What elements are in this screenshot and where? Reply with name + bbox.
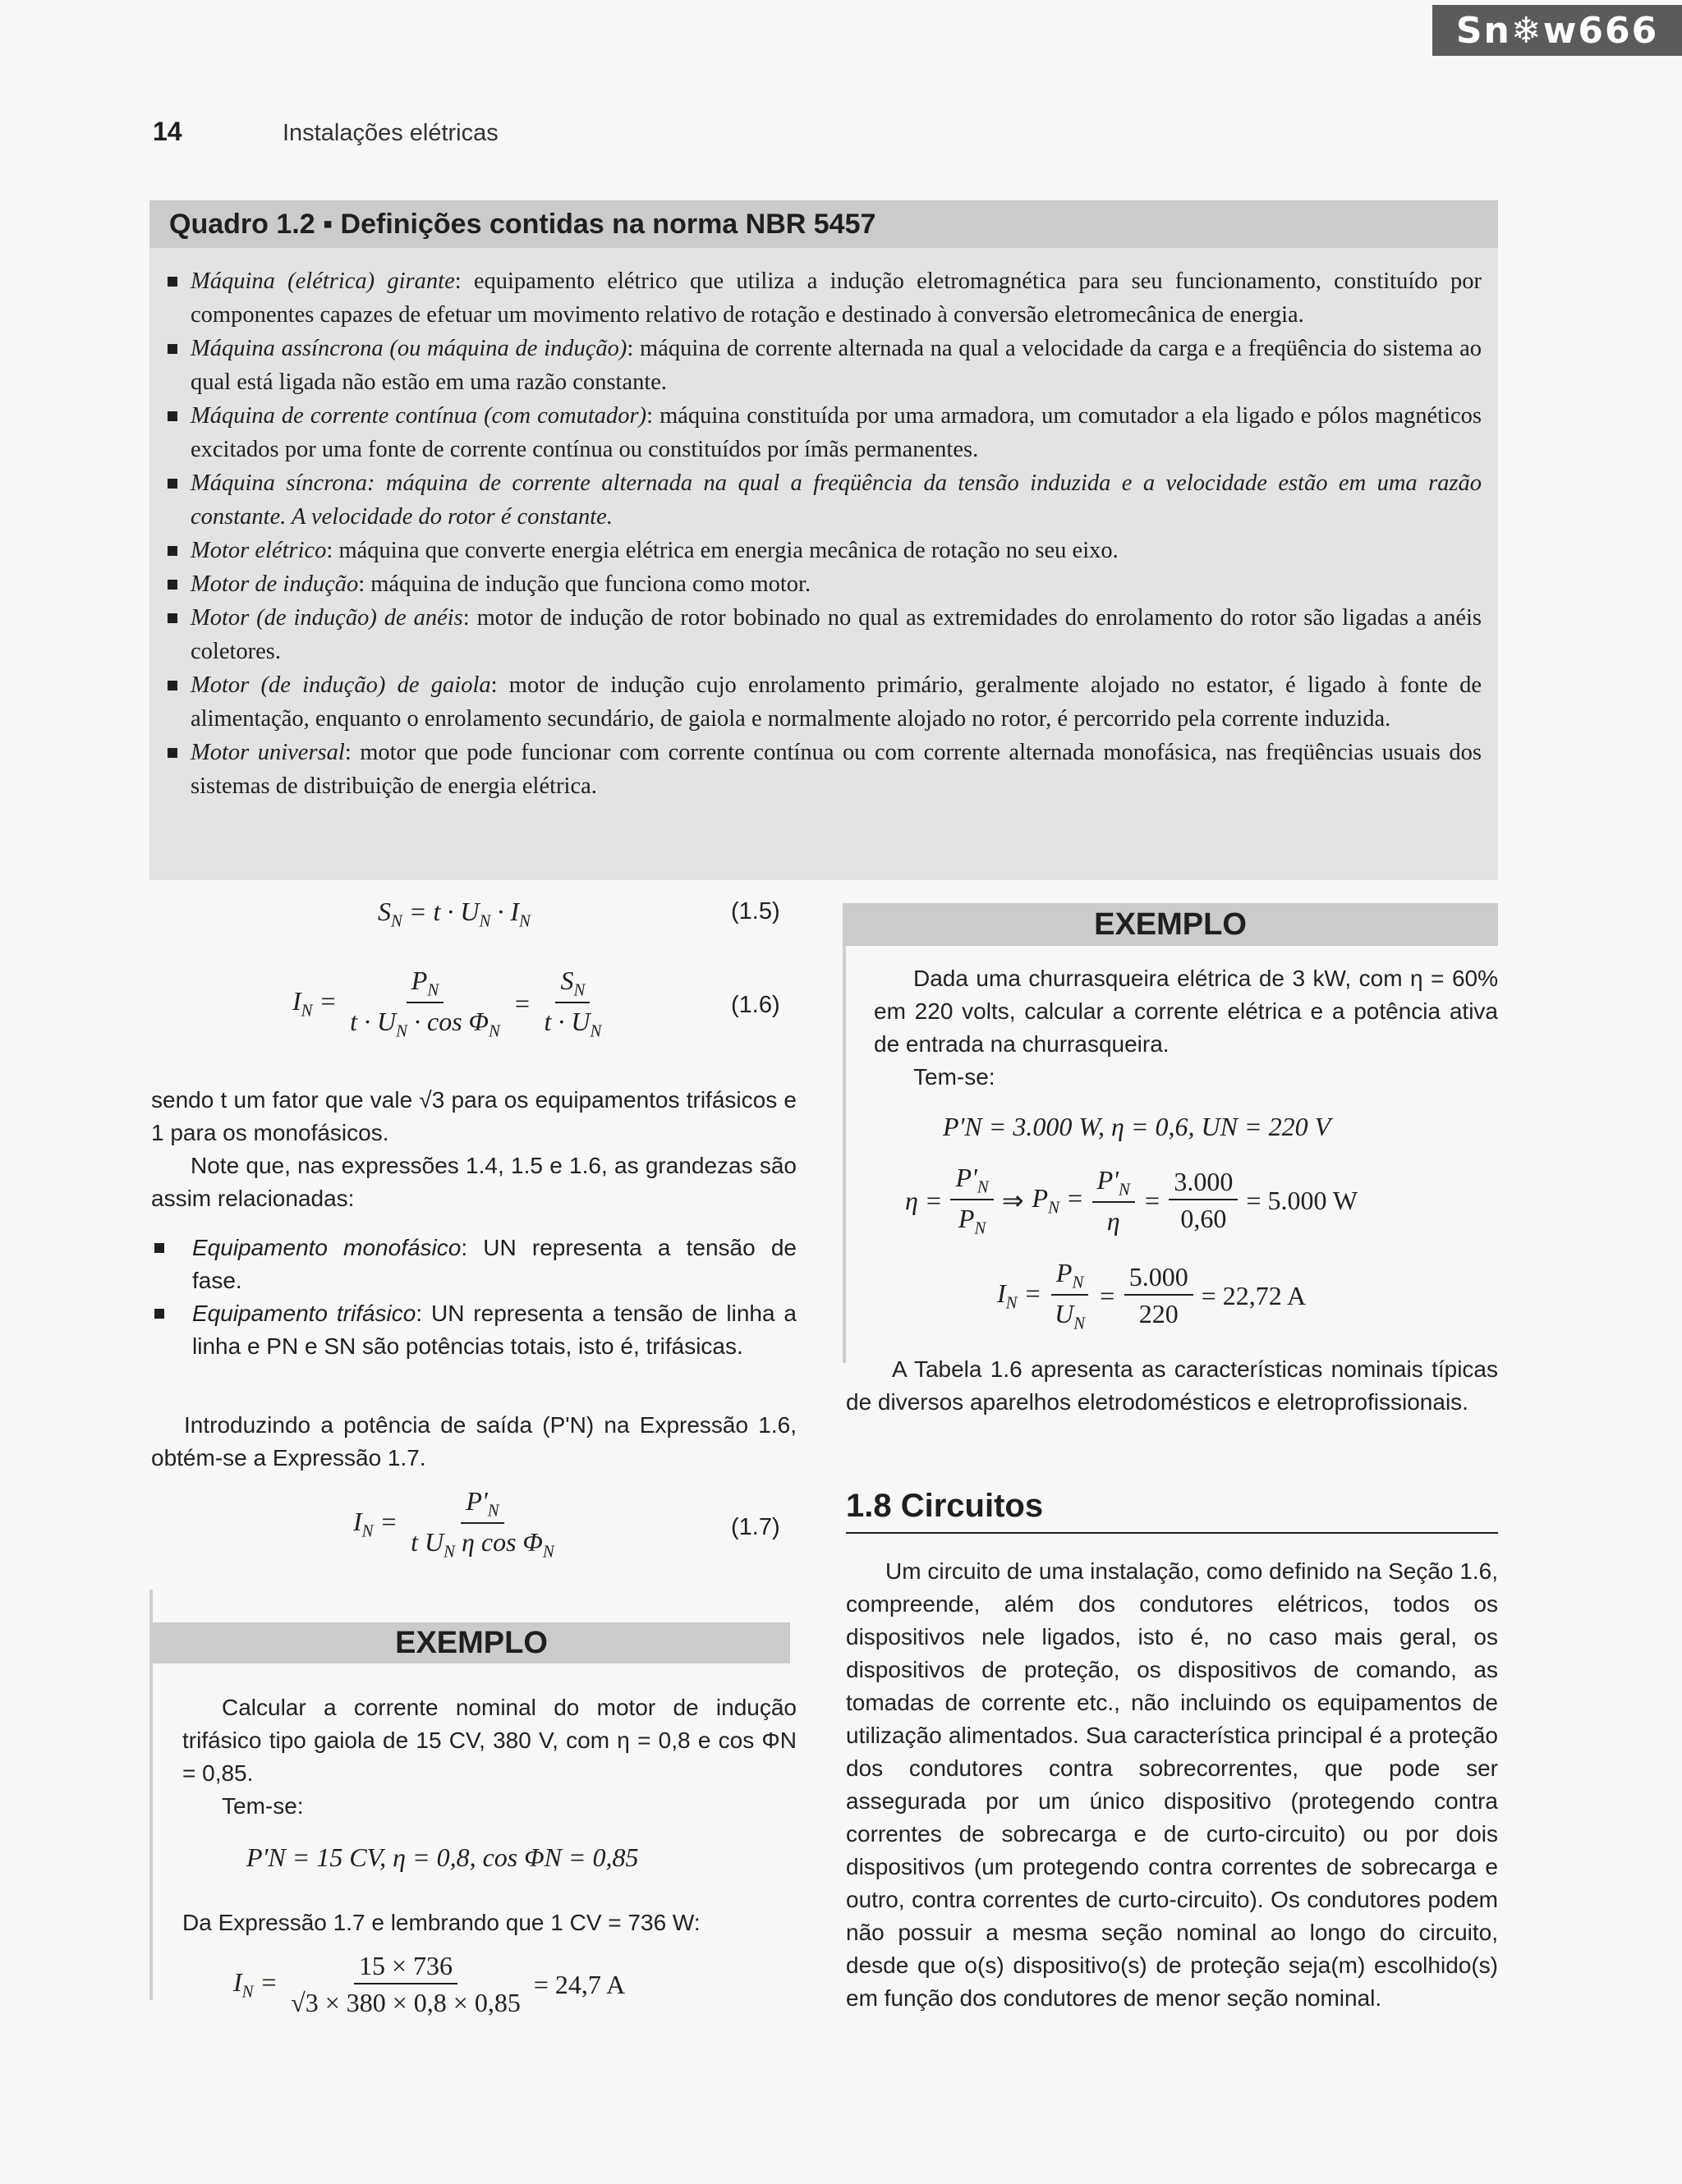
example-given-values: P'N = 15 CV, η = 0,8, cos ΦN = 0,85 [246, 1842, 639, 1872]
paragraph: Introduzindo a potência de saída (P'N) na Expressão 1.6, obtém-se a Expressão 1.7. [151, 1412, 797, 1471]
example-heading: EXEMPLO [843, 903, 1498, 946]
watermark-logo: Sn❄w666 [1432, 5, 1682, 56]
paragraph: sendo t um fator que vale √3 para os equipamentos trifásicos e 1 para os monofásicos. [151, 1087, 797, 1145]
list-item: Máquina de corrente contínua (com comutador): máquina constituída por uma armadora, um comutador a ela ligado e pólos magnéticos excitados por uma fonte de corrente contínua ou constituídos por ímãs permanentes. [168, 399, 1482, 466]
paragraph: Da Expressão 1.7 e lembrando que 1 CV = 736 W: [182, 1910, 701, 1935]
section-title: 1.8 Circuitos [846, 1488, 1044, 1524]
list-item: Motor de indução: máquina de indução que funciona como motor. [168, 567, 1482, 601]
example-pn-calc: η = $\frac{P'_N}{P_N}$ ⇒ $P_N$ = $\frac{P'_N}{\eta}$ = $\frac{3.000}{0,60}$ = 5.000 W [905, 1163, 1358, 1238]
list-item: Motor (de indução) de anéis: motor de indução de rotor bobinado no qual as extremidades do enrolamento do rotor são ligadas a anéis coletores. [168, 601, 1482, 668]
equation-1-7: $I_N$ = $\frac{P'_N}{t U_N \eta \cos \Phi_N}$ [353, 1486, 554, 1562]
example-given-values: P'N = 3.000 W, η = 0,6, UN = 220 V [943, 1112, 1331, 1141]
example-heading: EXEMPLO [153, 1622, 790, 1663]
bullet-icon [168, 277, 177, 287]
list-item: Máquina síncrona: máquina de corrente alternada na qual a freqüência da tensão induzida e a velocidade estão em uma razão constante. A velocidade do rotor é constante. [168, 466, 1482, 534]
bullet-icon [168, 479, 177, 489]
bullet-icon [168, 748, 177, 758]
list-item: Máquina assíncrona (ou máquina de indução): máquina de corrente alternada na qual a velocidade da carga e a freqüência do sistema ao qual está ligada não estão em uma razão constante. [168, 332, 1482, 399]
page-number: 14 [153, 117, 182, 146]
equation-1-6: $I_N$ = $\frac{P_N}{t \cdot U_N \cdot \cos \Phi_N}$ = $\frac{S_N}{t \cdot U_N}$ [292, 966, 602, 1041]
paragraph: Tem-se: [222, 1793, 304, 1819]
example-in-calc: $I_N$ = $\frac{P_N}{U_N}$ = $\frac{5.000}{220}$ = 22,72 A [997, 1258, 1307, 1333]
paragraph: Tem-se: [913, 1064, 995, 1090]
list-item: Equipamento trifásico: UN representa a tensão de linha a linha e PN e SN são potências totais, isto é, trifásicas. [192, 1297, 797, 1363]
bullet-icon [168, 613, 177, 623]
quadro-title: Quadro 1.2 ▪ Definições contidas na norma NBR 5457 [149, 200, 1498, 248]
paragraph: Um circuito de uma instalação, como definido na Seção 1.6, compreende, além dos condutores elétricos, todos os dispositivos nele ligados, isto é, no caso mais geral, os dispositivos de proteção, os dispositivos de comando, as tomadas de corrente etc., não incluindo os equipamentos de utilização alimentados. Sua característica principal é a proteção dos condutores contra sobrecorrentes, que pode ser assegurada por um único dispositivo (protegendo contra correntes de sobrecarga e de curto-circuito) ou por dois dispositivos (um protegendo contra correntes de sobrecarga e outro, contra correntes de curto-circuito). Os condutores podem não possuir a mesma seção nominal ao longo do circuito, desde que o(s) dispositivo(s) de proteção seja(m) escolhido(s) em função dos condutores de menor seção nominal. [846, 1558, 1498, 2011]
paragraph: A Tabela 1.6 apresenta as características nominais típicas de diversos aparelhos eletrodomésticos e eletroprofissionais. [846, 1356, 1498, 1415]
definitions-list [168, 264, 1482, 803]
list-item: Equipamento monofásico: UN representa a tensão de fase. [192, 1232, 797, 1297]
bullet-icon [154, 1243, 164, 1253]
list-item: Máquina (elétrica) girante: equipamento elétrico que utiliza a indução eletromagnética para seu funcionamento, constituído por componentes capazes de efetuar um movimento relativo de rotação e destinado à conversão eletromecânica de energia. [168, 264, 1482, 332]
example-result: $I_N$ = $\frac{15 \times 736}{√3 \times 380 \times 0,8 \times 0,85}$ = 24,7 A [233, 1951, 626, 2017]
paragraph: Dada uma churrasqueira elétrica de 3 kW, com η = 60% em 220 volts, calcular a corrente elétrica e a potência ativa de entrada na churrasqueira. [874, 966, 1498, 1057]
equation-number: (1.5) [731, 898, 780, 925]
section-rule [846, 1532, 1498, 1534]
paragraph: Calcular a corrente nominal do motor de indução trifásico tipo gaiola de 15 CV, 380 V, com η = 0,8 e cos ΦN = 0,85. [182, 1695, 797, 1786]
bullet-icon [154, 1309, 164, 1319]
equation-number: (1.7) [731, 1514, 780, 1540]
running-title: Instalações elétricas [283, 120, 499, 146]
quadro-box [149, 200, 1498, 880]
paragraph: Note que, nas expressões 1.4, 1.5 e 1.6, as grandezas são assim relacionadas: [151, 1153, 797, 1211]
bullet-icon [168, 580, 177, 590]
list-item: Motor elétrico: máquina que converte energia elétrica em energia mecânica de rotação no seu eixo. [168, 534, 1482, 567]
list-item: Motor universal: motor que pode funcionar com corrente contínua ou com corrente alternada monofásica, nas freqüências usuais dos sistemas de distribuição de energia elétrica. [168, 736, 1482, 803]
equation-number: (1.6) [731, 992, 780, 1018]
bullet-icon [168, 681, 177, 691]
example-side-bar [843, 903, 846, 1363]
bullet-icon [168, 546, 177, 556]
list-item: Motor (de indução) de gaiola: motor de indução cujo enrolamento primário, geralmente alojado no estator, é ligado à fonte de alimentação, enquanto o enrolamento secundário, de gaiola e normalmente alojado no rotor, é percorrido pela corrente induzida. [168, 668, 1482, 736]
bullet-icon [168, 411, 177, 421]
equation-1-5: $S_N = t \cdot U_N \cdot I_N$ [378, 897, 531, 931]
bullet-icon [168, 344, 177, 354]
